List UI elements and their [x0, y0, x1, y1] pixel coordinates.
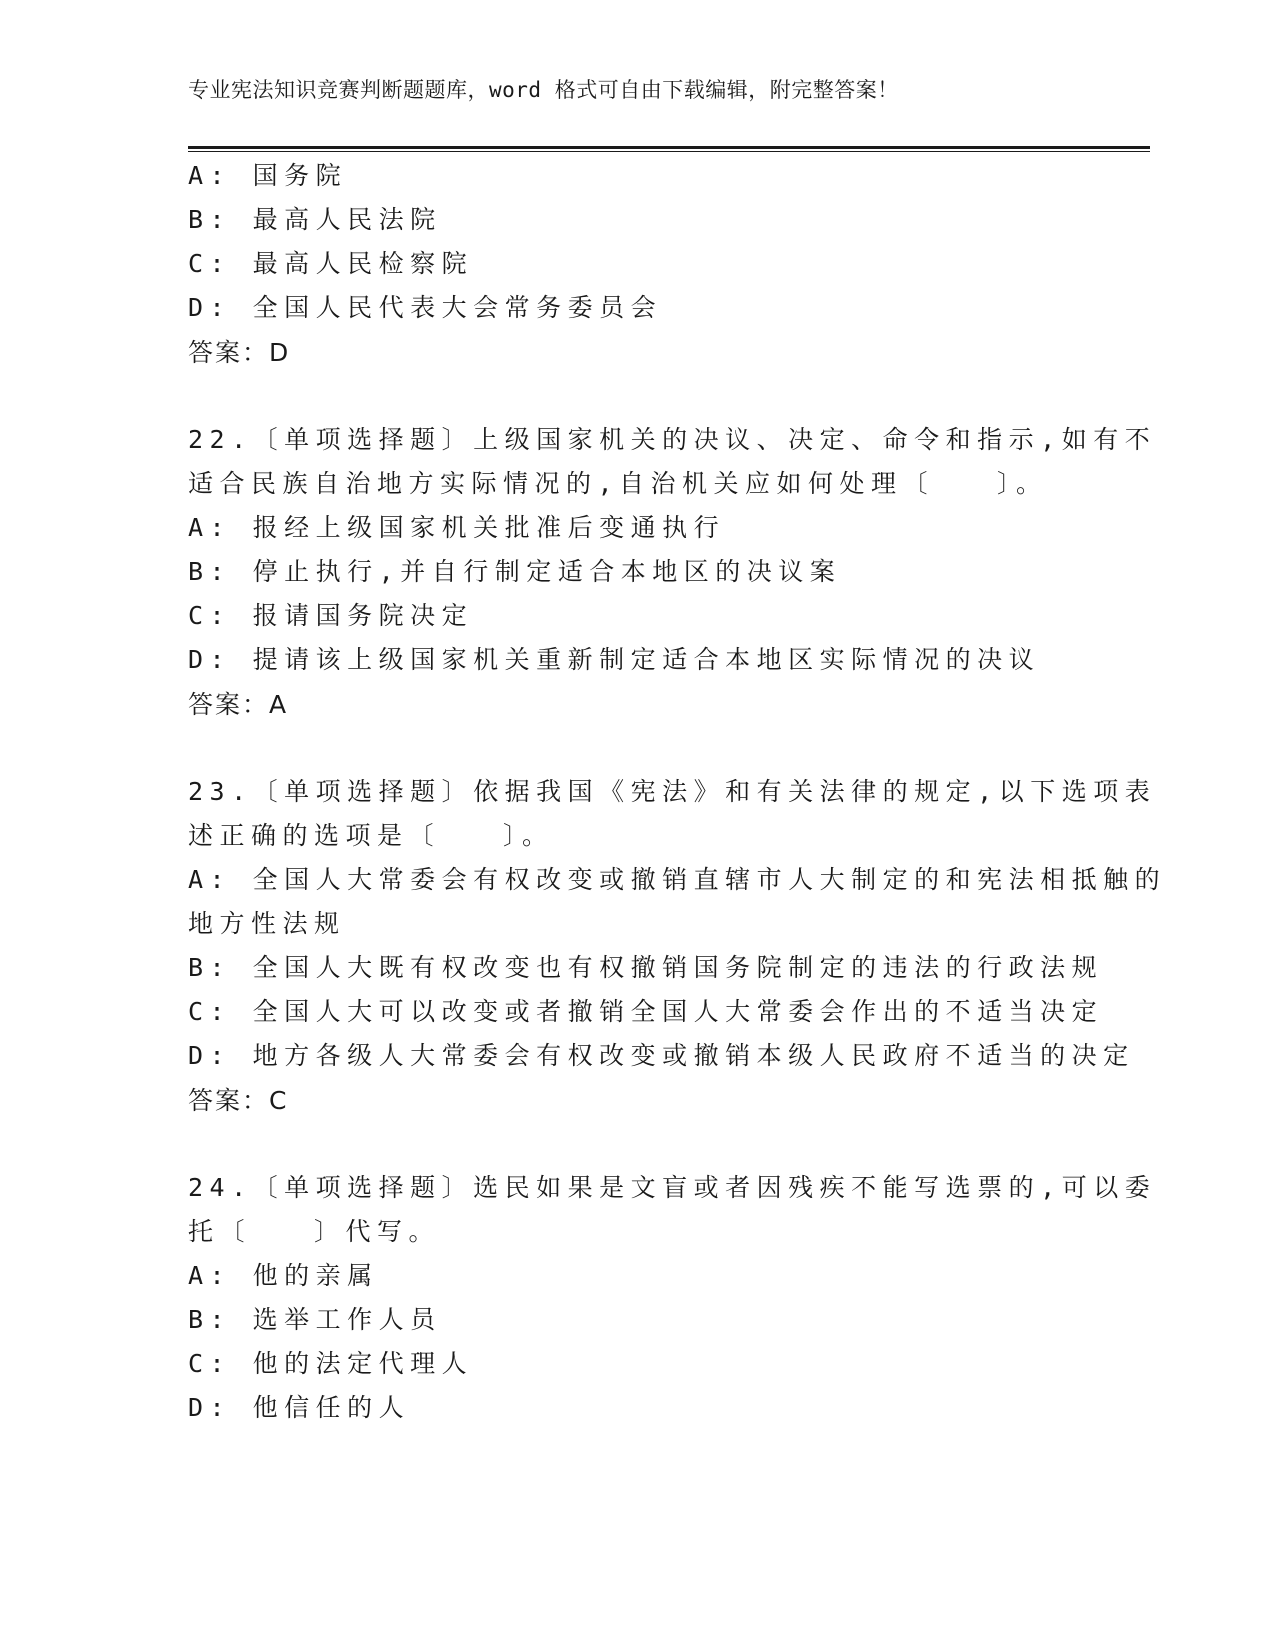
q21-option-a: A: 国务院	[188, 161, 348, 190]
q22-stem-line-1: 22.〔单项选择题〕上级国家机关的决议、决定、命令和指示,如有不	[188, 425, 1157, 454]
header-rule-thick	[188, 146, 1150, 149]
q22-option-c: C: 报请国务院决定	[188, 601, 474, 630]
q21-option-b: B: 最高人民法院	[188, 205, 442, 234]
q24-stem-line-2: 托〔 〕代写。	[188, 1217, 441, 1246]
header-rule-thin	[188, 151, 1150, 152]
q23-option-c: C: 全国人大可以改变或者撤销全国人大常委会作出的不适当决定	[188, 997, 1104, 1026]
q22-stem-line-2: 适合民族自治地方实际情况的,自治机关应如何处理〔 〕。	[188, 469, 1048, 498]
q24-option-d: D: 他信任的人	[188, 1393, 411, 1422]
q24-option-b: B: 选举工作人员	[188, 1305, 442, 1334]
q24-option-a: A: 他的亲属	[188, 1261, 379, 1290]
q23-stem-line-1: 23.〔单项选择题〕依据我国《宪法》和有关法律的规定,以下选项表	[188, 777, 1157, 806]
q24-option-c: C: 他的法定代理人	[188, 1349, 474, 1378]
q21-option-c: C: 最高人民检察院	[188, 249, 474, 278]
q22-option-a: A: 报经上级国家机关批准后变通执行	[188, 513, 726, 542]
page-header: 专业宪法知识竞赛判断题题库，word 格式可自由下载编辑，附完整答案！	[188, 78, 899, 102]
q23-option-a-cont: 地方性法规	[188, 909, 346, 938]
q21-option-d: D: 全国人民代表大会常务委员会	[188, 293, 663, 322]
q23-option-d: D: 地方各级人大常委会有权改变或撤销本级人民政府不适当的决定	[188, 1041, 1135, 1070]
q24-stem-line-1: 24.〔单项选择题〕选民如果是文盲或者因残疾不能写选票的,可以委	[188, 1173, 1157, 1202]
q23-option-b: B: 全国人大既有权改变也有权撤销国务院制定的违法的行政法规	[188, 953, 1104, 982]
q23-answer: 答案：C	[188, 1086, 289, 1115]
q22-option-d: D: 提请该上级国家机关重新制定适合本地区实际情况的决议	[188, 645, 1041, 674]
q22-option-b: B: 停止执行,并自行制定适合本地区的决议案	[188, 557, 842, 586]
q22-answer: 答案：A	[188, 690, 289, 719]
q23-option-a: A: 全国人大常委会有权改变或撤销直辖市人大制定的和宪法相抵触的	[188, 865, 1167, 894]
q21-answer: 答案：D	[188, 338, 291, 367]
q23-stem-line-2: 述正确的选项是〔 〕。	[188, 821, 554, 850]
